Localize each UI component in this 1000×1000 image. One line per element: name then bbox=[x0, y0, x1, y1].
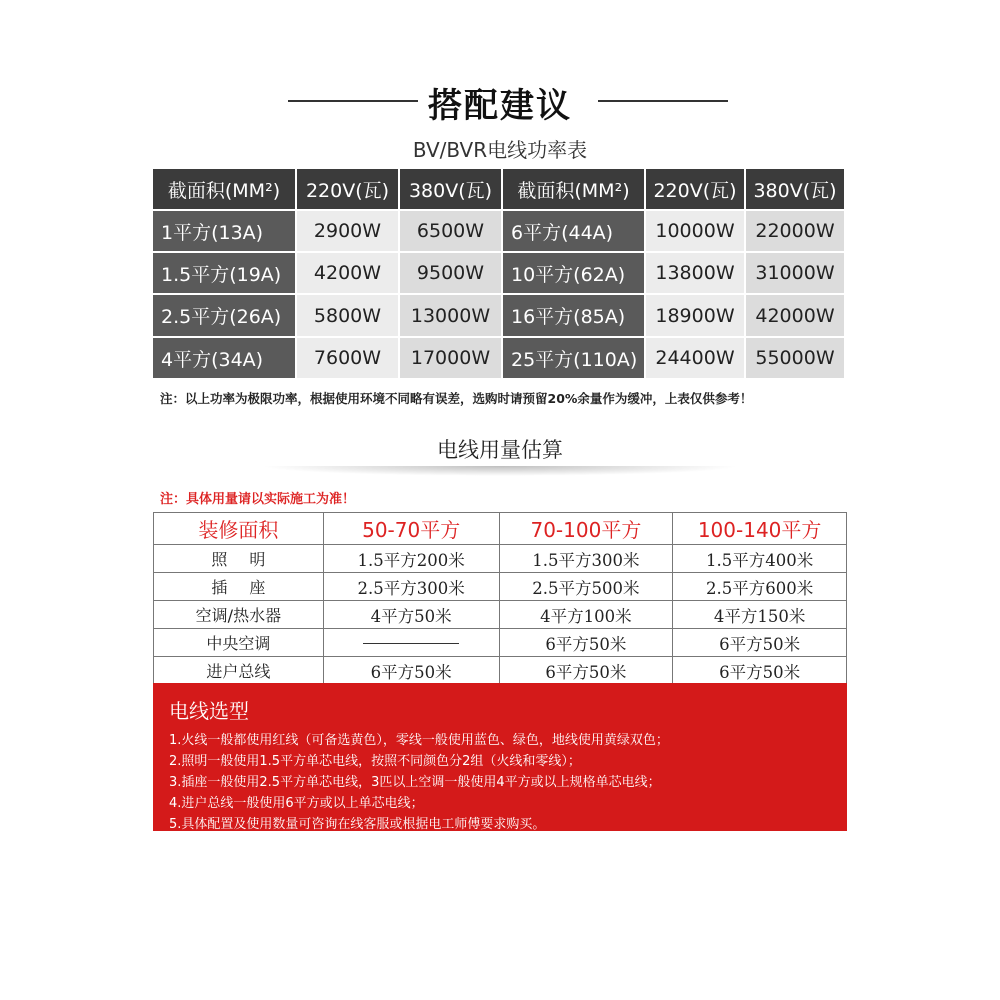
usage-cell: 1.5平方200米 bbox=[323, 545, 499, 573]
power-value-cell: 13000W bbox=[400, 295, 503, 338]
usage-cell: 2.5平方600米 bbox=[673, 573, 847, 601]
power-value-cell: 55000W bbox=[746, 338, 846, 380]
title-shadow-divider bbox=[260, 466, 740, 476]
table-row bbox=[154, 657, 847, 685]
title-rule-right bbox=[598, 100, 728, 102]
power-size-label: 6平方(44A) bbox=[503, 211, 646, 253]
usage-cell: 6平方50米 bbox=[673, 657, 847, 685]
power-value-cell: 9500W bbox=[400, 253, 503, 295]
power-header-cell: 380V(瓦) bbox=[746, 169, 846, 211]
power-value-cell: 5800W bbox=[297, 295, 400, 338]
usage-title: 电线用量估算 bbox=[437, 438, 563, 462]
usage-row-label: 中央空调 bbox=[154, 629, 324, 657]
power-value-cell: 18900W bbox=[646, 295, 746, 338]
power-value-cell: 2900W bbox=[297, 211, 400, 253]
power-value-cell: 31000W bbox=[746, 253, 846, 295]
wire-selection-box bbox=[153, 683, 847, 831]
usage-cell: 4平方100米 bbox=[499, 601, 673, 629]
power-value-cell: 42000W bbox=[746, 295, 846, 338]
wire-selection-item: 1.火线一般都使用红线（可备选黄色），零线一般使用蓝色、绿色，地线使用黄绿双色； bbox=[169, 733, 669, 748]
usage-note: 注：具体用量请以实际施工为准！ bbox=[160, 492, 356, 507]
power-table bbox=[153, 169, 846, 380]
power-header-cell: 截面积(MM²) bbox=[153, 169, 297, 211]
usage-row-label: 插座 bbox=[154, 573, 324, 601]
usage-cell: 6平方50米 bbox=[499, 657, 673, 685]
usage-row-label: 进户总线 bbox=[154, 657, 324, 685]
power-header-cell: 380V(瓦) bbox=[400, 169, 503, 211]
usage-cell: 4平方150米 bbox=[673, 601, 847, 629]
power-size-label: 25平方(110A) bbox=[503, 338, 646, 380]
power-value-cell: 4200W bbox=[297, 253, 400, 295]
dash-line bbox=[363, 643, 459, 644]
table-row bbox=[154, 545, 847, 573]
usage-header-cell: 装修面积 bbox=[154, 513, 324, 545]
power-size-label: 4平方(34A) bbox=[153, 338, 297, 380]
power-value-cell: 6500W bbox=[400, 211, 503, 253]
table-row bbox=[154, 601, 847, 629]
power-size-label: 1.5平方(19A) bbox=[153, 253, 297, 295]
power-value-cell: 17000W bbox=[400, 338, 503, 380]
usage-cell: 6平方50米 bbox=[673, 629, 847, 657]
main-title-text: 搭配建议 bbox=[428, 86, 572, 126]
wire-selection-title: 电线选型 bbox=[169, 699, 249, 723]
power-table-note: 注：以上功率为极限功率，根据使用环境不同略有误差，选购时请预留20%余量作为缓冲，上表仅供参考！ bbox=[160, 391, 753, 406]
power-table-title: BV/BVR电线功率表 bbox=[412, 138, 588, 162]
table-row bbox=[154, 573, 847, 601]
usage-header-row bbox=[154, 513, 847, 545]
usage-cell-empty bbox=[323, 629, 499, 657]
usage-cell: 2.5平方500米 bbox=[499, 573, 673, 601]
power-value-cell: 22000W bbox=[746, 211, 846, 253]
wire-selection-item: 4.进户总线一般使用6平方或以上单芯电线； bbox=[169, 796, 424, 811]
usage-header-cell: 70-100平方 bbox=[499, 513, 673, 545]
usage-cell: 4平方50米 bbox=[323, 601, 499, 629]
usage-cell: 6平方50米 bbox=[499, 629, 673, 657]
usage-header-cell: 50-70平方 bbox=[323, 513, 499, 545]
usage-cell: 1.5平方400米 bbox=[673, 545, 847, 573]
power-size-label: 2.5平方(26A) bbox=[153, 295, 297, 338]
usage-cell: 1.5平方300米 bbox=[499, 545, 673, 573]
wire-selection-item: 2.照明一般使用1.5平方单芯电线，按照不同颜色分2组（火线和零线）； bbox=[169, 754, 581, 769]
power-size-label: 1平方(13A) bbox=[153, 211, 297, 253]
table-row bbox=[154, 629, 847, 657]
power-header-cell: 220V(瓦) bbox=[646, 169, 746, 211]
usage-row-label: 照明 bbox=[154, 545, 324, 573]
power-header-cell: 220V(瓦) bbox=[297, 169, 400, 211]
usage-cell: 6平方50米 bbox=[323, 657, 499, 685]
usage-table bbox=[153, 512, 847, 685]
wire-selection-item: 5.具体配置及使用数量可咨询在线客服或根据电工师傅要求购买。 bbox=[169, 817, 546, 832]
usage-row-label: 空调/热水器 bbox=[154, 601, 324, 629]
main-title bbox=[0, 76, 1000, 126]
power-size-label: 10平方(62A) bbox=[503, 253, 646, 295]
power-header-cell: 截面积(MM²) bbox=[503, 169, 646, 211]
power-value-cell: 13800W bbox=[646, 253, 746, 295]
power-size-label: 16平方(85A) bbox=[503, 295, 646, 338]
power-value-cell: 7600W bbox=[297, 338, 400, 380]
power-value-cell: 24400W bbox=[646, 338, 746, 380]
usage-header-cell: 100-140平方 bbox=[673, 513, 847, 545]
usage-cell: 2.5平方300米 bbox=[323, 573, 499, 601]
wire-selection-item: 3.插座一般使用2.5平方单芯电线，3匹以上空调一般使用4平方或以上规格单芯电线； bbox=[169, 775, 661, 790]
power-value-cell: 10000W bbox=[646, 211, 746, 253]
